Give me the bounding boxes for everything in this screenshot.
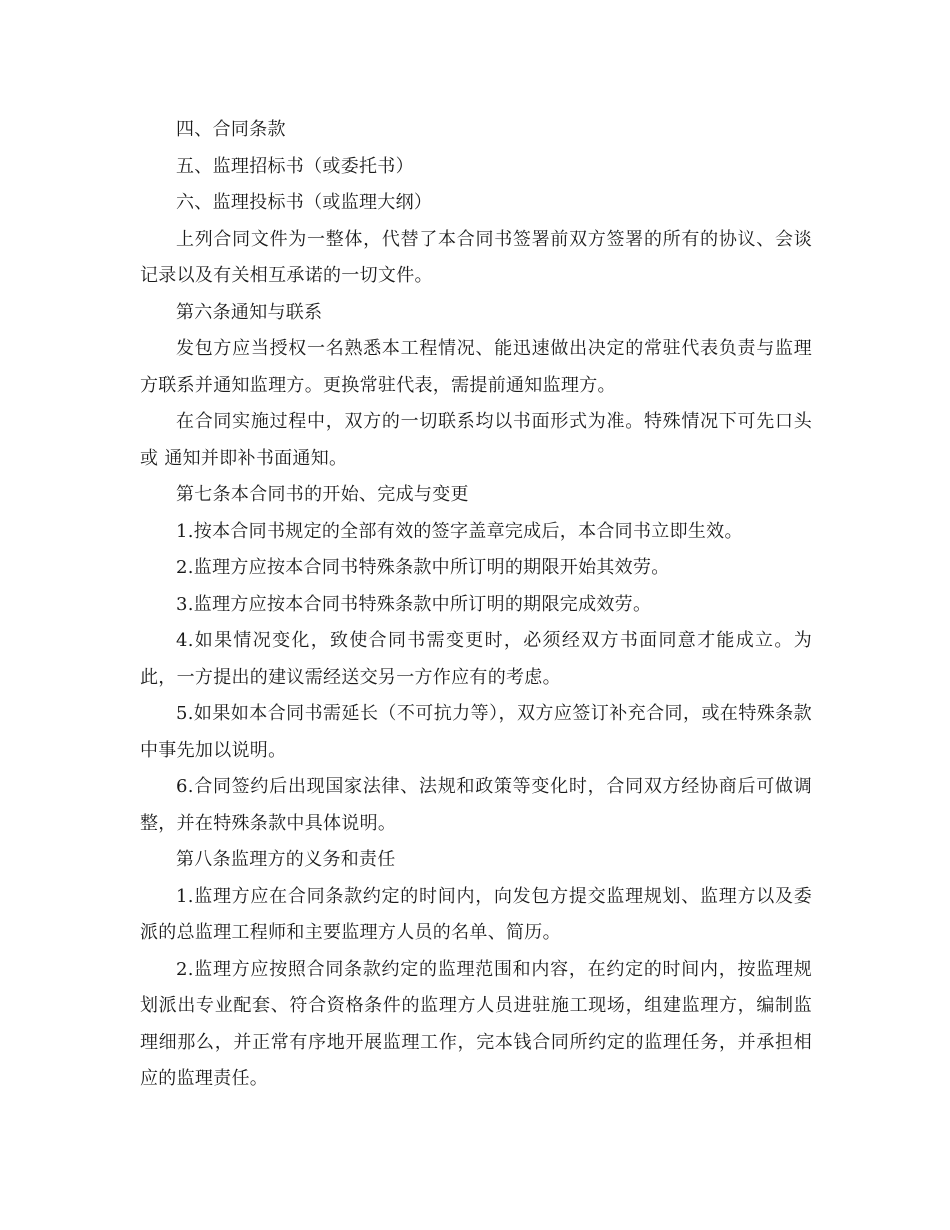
article-7-heading: 第七条本合同书的开始、完成与变更 [176, 484, 469, 505]
paragraph-contract-integrity: 上列合同文件为一整体，代替了本合同书签署前双方签署的所有的协议、会谈记录以及有关相互承诺的一切文件。 [140, 228, 812, 286]
document-page [140, 112, 812, 1098]
article-7-item-6: 6.合同签约后出现国家法律、法规和政策等变化时，合同双方经协商后可做调整，并在特殊条款中具体说明。 [140, 776, 812, 834]
article-8-heading: 第八条监理方的义务和责任 [176, 849, 396, 870]
article-7-item-4: 4.如果情况变化，致使合同书需变更时，必须经双方书面同意才能成立。为此，一方提出的建议需经送交另一方作应有的考虑。 [140, 630, 812, 688]
article-8-item-2: 2.监理方应按照合同条款约定的监理范围和内容，在约定的时间内，按监理规划派出专业配套、符合资格条件的监理方人员进驻施工现场，组建监理方，编制监理细那么，并正常有序地开展监理工作，完本钱合同所约定的监理任务，并承担相应的监理责任。 [140, 958, 812, 1089]
article-7-item-1: 1.按本合同书规定的全部有效的签字盖章完成后，本合同书立即生效。 [176, 520, 743, 542]
clause-bid-document: 六、监理投标书（或监理大纲） [176, 192, 433, 213]
article-7-item-3: 3.监理方应按本合同书特殊条款中所订明的期限完成效劳。 [176, 593, 652, 615]
article-8-item-1: 1.监理方应在合同条款约定的时间内，向发包方提交监理规划、监理方以及委派的总监理工程师和主要监理方人员的名单、简历。 [140, 885, 812, 943]
paragraph-written-communication: 在合同实施过程中，双方的一切联系均以书面形式为准。特殊情况下可先口头或 通知并即补书面通知。 [140, 411, 812, 469]
paragraph-representative: 发包方应当授权一名熟悉本工程情况、能迅速做出决定的常驻代表负责与监理方联系并通知监理方。更换常驻代表，需提前通知监理方。 [140, 338, 812, 396]
clause-tender-document: 五、监理招标书（或委托书） [176, 155, 414, 177]
article-7-item-2: 2.监理方应按本合同书特殊条款中所订明的期限开始其效劳。 [176, 557, 670, 578]
clause-contract-terms: 四、合同条款 [176, 119, 286, 140]
article-7-item-5: 5.如果如本合同书需延长（不可抗力等），双方应签订补充合同，或在特殊条款中事先加以说明。 [140, 703, 812, 761]
article-6-heading: 第六条通知与联系 [176, 301, 323, 323]
